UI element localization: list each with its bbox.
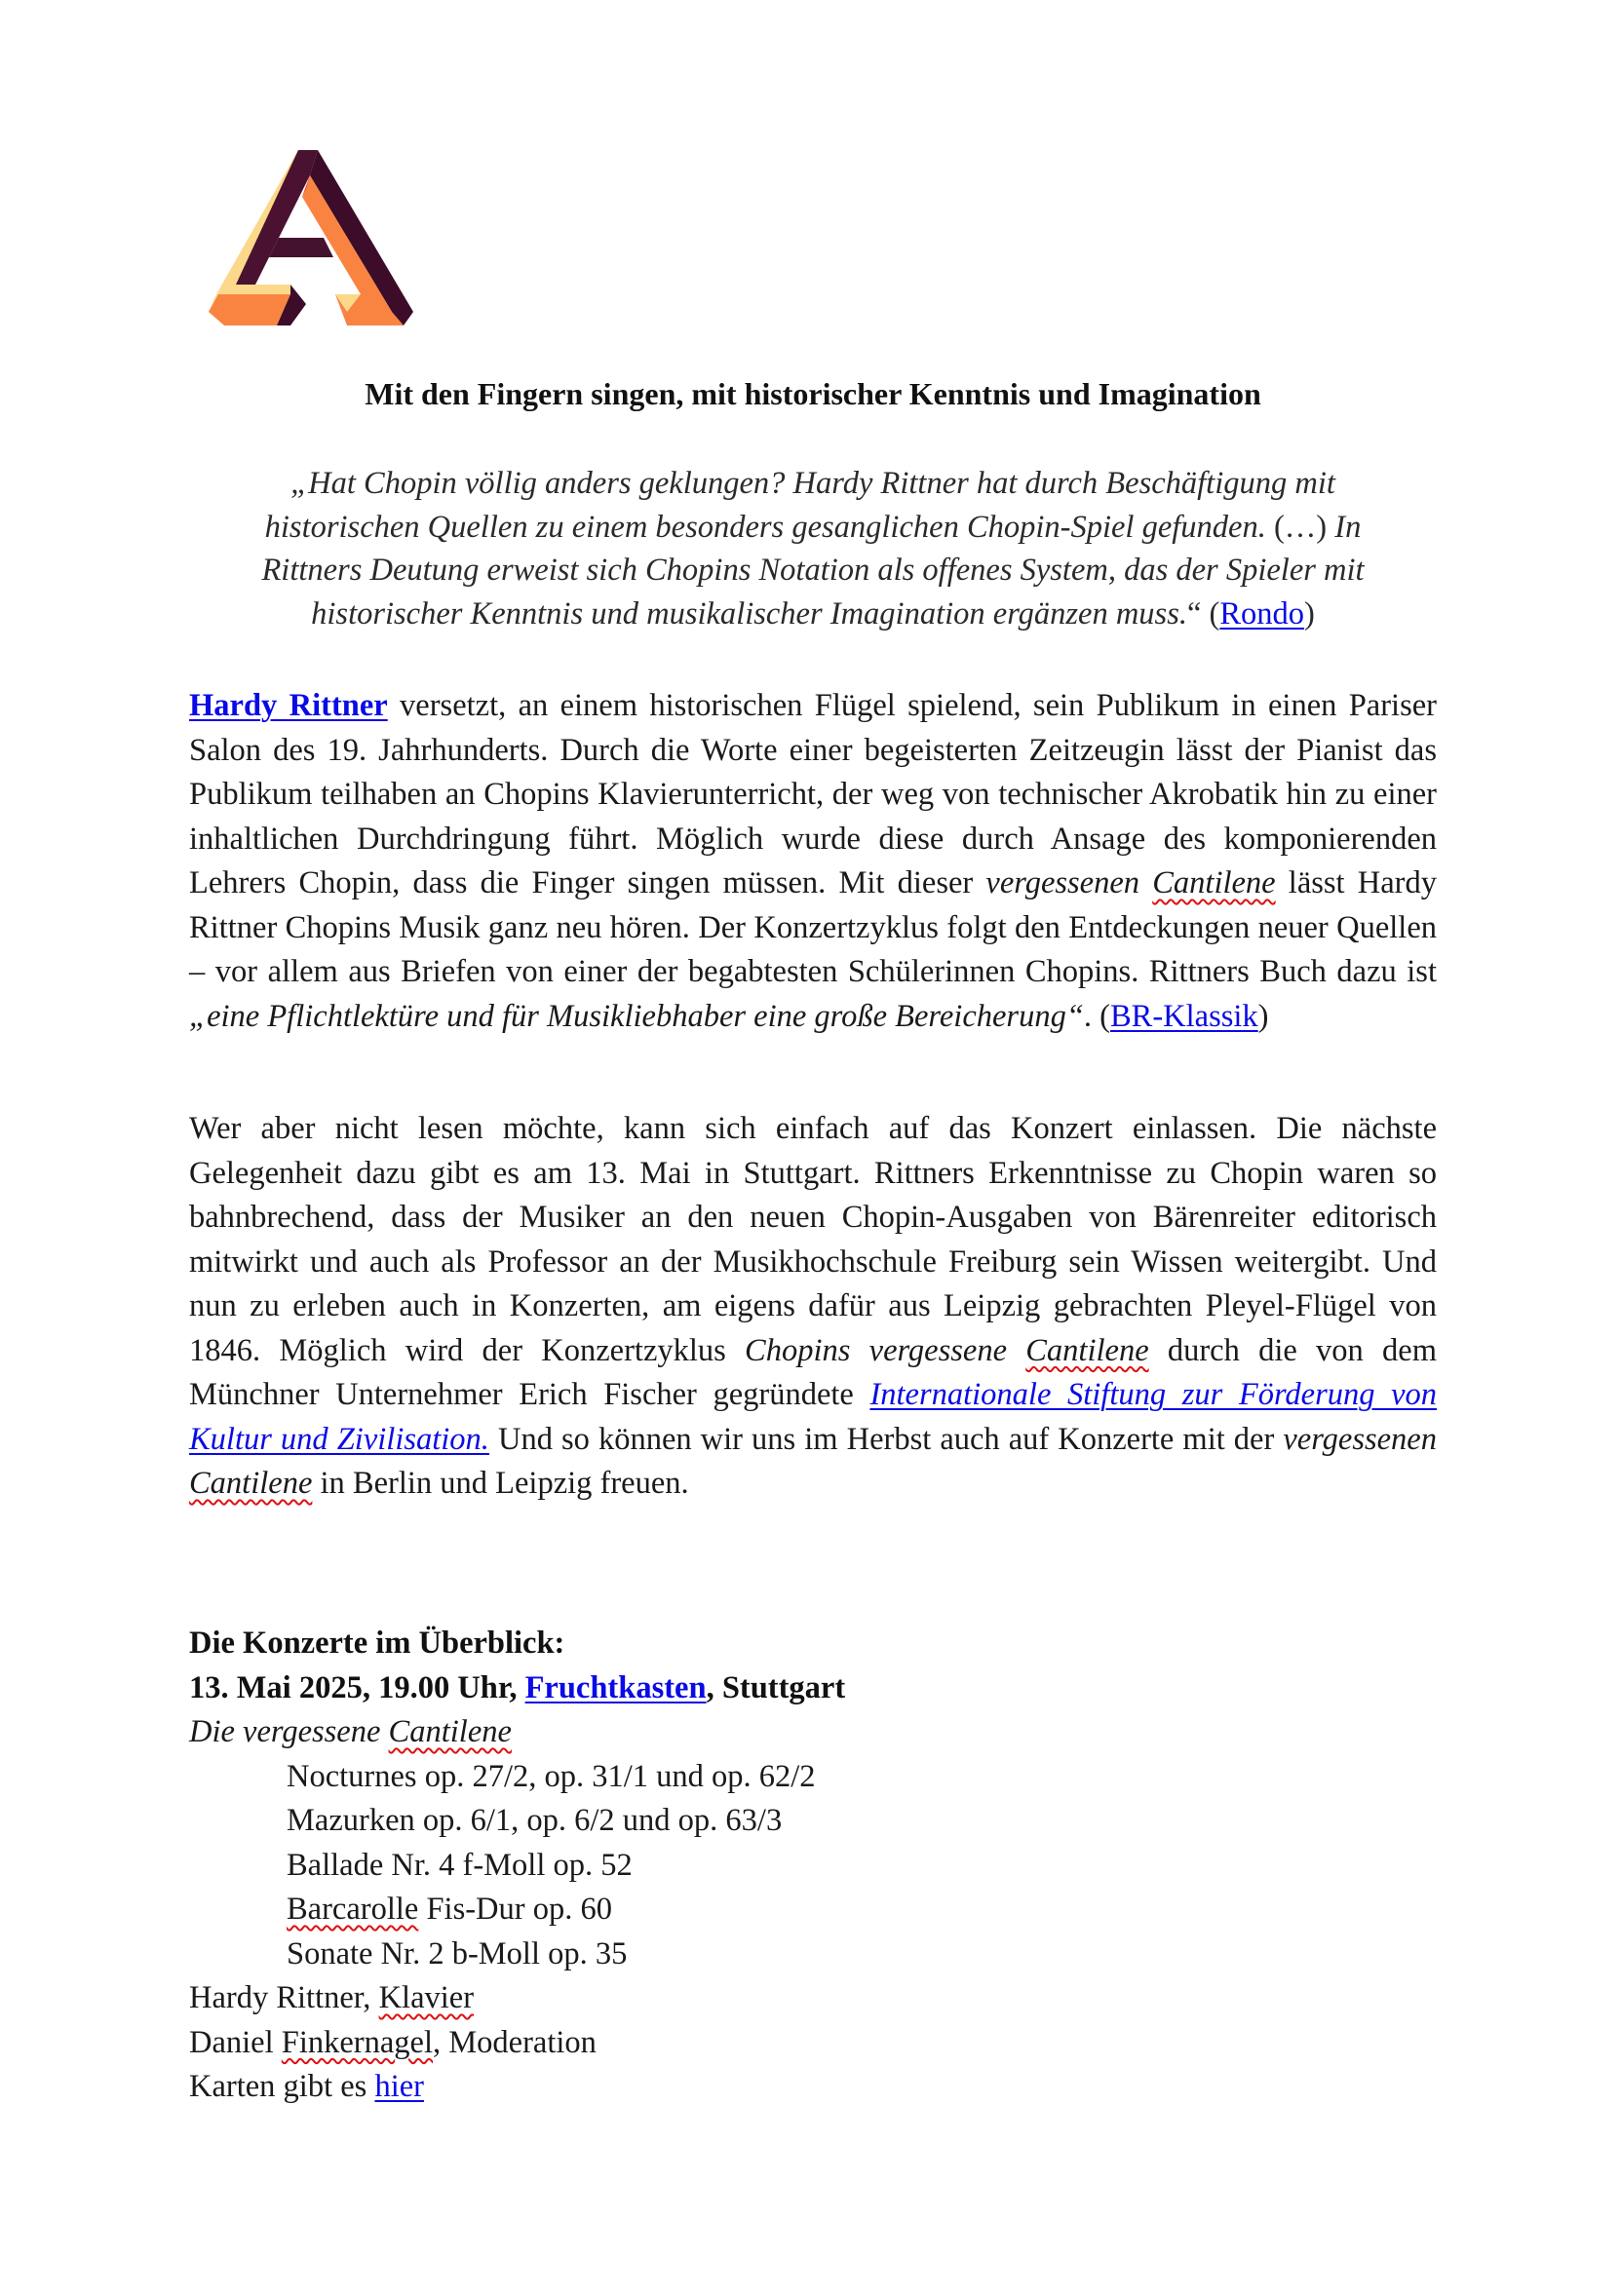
spellcheck-word: Cantilene (189, 1466, 313, 1501)
performer-name: Daniel (189, 2024, 282, 2060)
performer (189, 1976, 1437, 2021)
event-city: , Stuttgart (706, 1669, 846, 1705)
quote-text-part1: „Hat Chopin völlig anders geklungen? Hardy Rittner hat durch Beschäftigung mit historischen Quellen zu einem besonders gesanglichen Chopin-Spiel gefunden. (264, 466, 1335, 545)
program-item-text: Fis-Dur op. 60 (418, 1892, 612, 1927)
paragraph-text: ) (1257, 998, 1269, 1034)
spellcheck-word: Cantilene (1152, 865, 1276, 900)
a-logo-icon (209, 148, 413, 325)
br-klassik-link[interactable]: BR-Klassik (1109, 998, 1258, 1034)
paragraph-text: Und so können wir uns im Herbst auch auf Konzerte mit der (488, 1421, 1284, 1457)
paragraph-text: Wer aber nicht lesen möchte, kann sich einfach auf das Konzert einlassen. Die nächste Gelegenheit dazu gibt es am 13. Mai in Stuttgart. Rittners Erkenntnisse zu Chopin waren so bahnbrechend, dass der Musiker an den neuen Chopin-Ausgaben von Bärenreiter editorisch mitwirkt und auch als Professor an der Musikhochschule Freiburg sein Wissen weitergibt. Und nun zu erleben auch in Konzerten, am eigens dafür aus Leipzig gebrachten Pleyel-Flügel von 1846. Möglich wird der Konzertzyklus (189, 1111, 1437, 1368)
program-item: Nocturnes op. 27/2, op. 31/1 und op. 62/2 (287, 1758, 816, 1794)
paragraph-intro (189, 684, 1437, 1039)
tickets-line (189, 2065, 1437, 2110)
paragraph-text: lässt Hardy Rittner Chopins Musik ganz neu hören. Der Konzertzyklus folgt den Entdeckungen neuer Quellen – vor allem aus Briefen von einer der begabtesten Schülerinnen Chopins. Rittners Buch dazu ist (189, 865, 1438, 989)
book-review-quote: „eine Pflichtlektüre und für Musikliebhaber eine große Bereicherung“ (189, 998, 1084, 1034)
document-title: Mit den Fingern singen, mit historischer Kenntnis und Imagination (365, 376, 1261, 411)
italic-phrase: Chopins vergessene (745, 1332, 1026, 1368)
paragraph-text: versetzt, an einem historischen Flügel spielend, sein Publikum in einen Pariser Salon des 19. Jahrhunderts. Durch die Worte einer begeisterten Zeitzeugin lässt der Pianist das Publikum teilhaben an Chopins Klavierunterricht, der weg von technischer Akrobatik hin zu einer inhaltlichen Durchdringung führt. Möglich wurde diese durch Ansage des komponierenden Lehrers Chopin, dass die Finger singen müssen. Mit dieser (189, 688, 1437, 900)
italic-phrase: vergessenen (985, 865, 1153, 900)
paragraph-concert (189, 1107, 1437, 1507)
press-quote (218, 462, 1408, 635)
logo-inner-dark-face (236, 150, 318, 285)
event-line (189, 1666, 1437, 1711)
program-item: Mazurken op. 6/1, op. 6/2 und op. 63/3 (287, 1803, 783, 1838)
tickets-link[interactable]: hier (374, 2069, 424, 2104)
foundation-link[interactable]: Internationale Stiftung zur Förderung von Kultur und Zivilisation. (189, 1377, 1437, 1457)
logo-left-foot (209, 294, 290, 325)
program-item (189, 1888, 1437, 1932)
program-item: Sonate Nr. 2 b-Moll op. 35 (287, 1935, 628, 1971)
program-item: Ballade Nr. 4 f-Moll op. 52 (287, 1847, 633, 1883)
program-title (189, 1710, 1437, 1755)
paragraph-text: . ( (1083, 998, 1110, 1034)
paragraph-text: durch die von dem Münchner Unternehmer Erich Fischer gegründete (189, 1332, 1437, 1412)
spellcheck-word: Klavier (378, 1980, 475, 2015)
performer (189, 2021, 1437, 2066)
fruchtkasten-link[interactable]: Fruchtkasten (524, 1669, 707, 1705)
quote-ellipsis: (…) (1265, 509, 1335, 545)
paragraph-text: in Berlin und Leipzig freuen. (312, 1466, 689, 1501)
spellcheck-word: Cantilene (388, 1714, 512, 1749)
spellcheck-word: Finkernagel (281, 2024, 433, 2060)
spellcheck-word: Cantilene (1025, 1332, 1149, 1368)
logo-crossbar (269, 238, 333, 257)
spellcheck-word: Barcarolle (287, 1892, 419, 1927)
event-date-time: 13. Mai 2025, 19.00 Uhr, (189, 1669, 525, 1705)
rondo-link[interactable]: Rondo (1219, 595, 1305, 631)
tickets-text: Karten gibt es (189, 2069, 375, 2104)
overview-heading: Die Konzerte im Überblick: (189, 1626, 565, 1661)
performer-role: , Moderation (433, 2024, 597, 2060)
italic-phrase: vergessenen (1283, 1421, 1437, 1457)
quote-close-paren: ) (1304, 595, 1315, 631)
quote-text-part2: In Rittners Deutung erweist sich Chopins Notation als offenes System, das der Spieler mit historischer Kenntnis und musikalischer Imagination ergänzen muss. (261, 509, 1365, 631)
concert-overview (189, 1622, 1437, 2110)
quote-close: “ ( (1186, 595, 1220, 631)
hardy-rittner-link[interactable]: Hardy Rittner (189, 688, 388, 723)
performer-name: Hardy Rittner, (189, 1980, 379, 2015)
program-title-text: Die vergessene (189, 1714, 389, 1749)
